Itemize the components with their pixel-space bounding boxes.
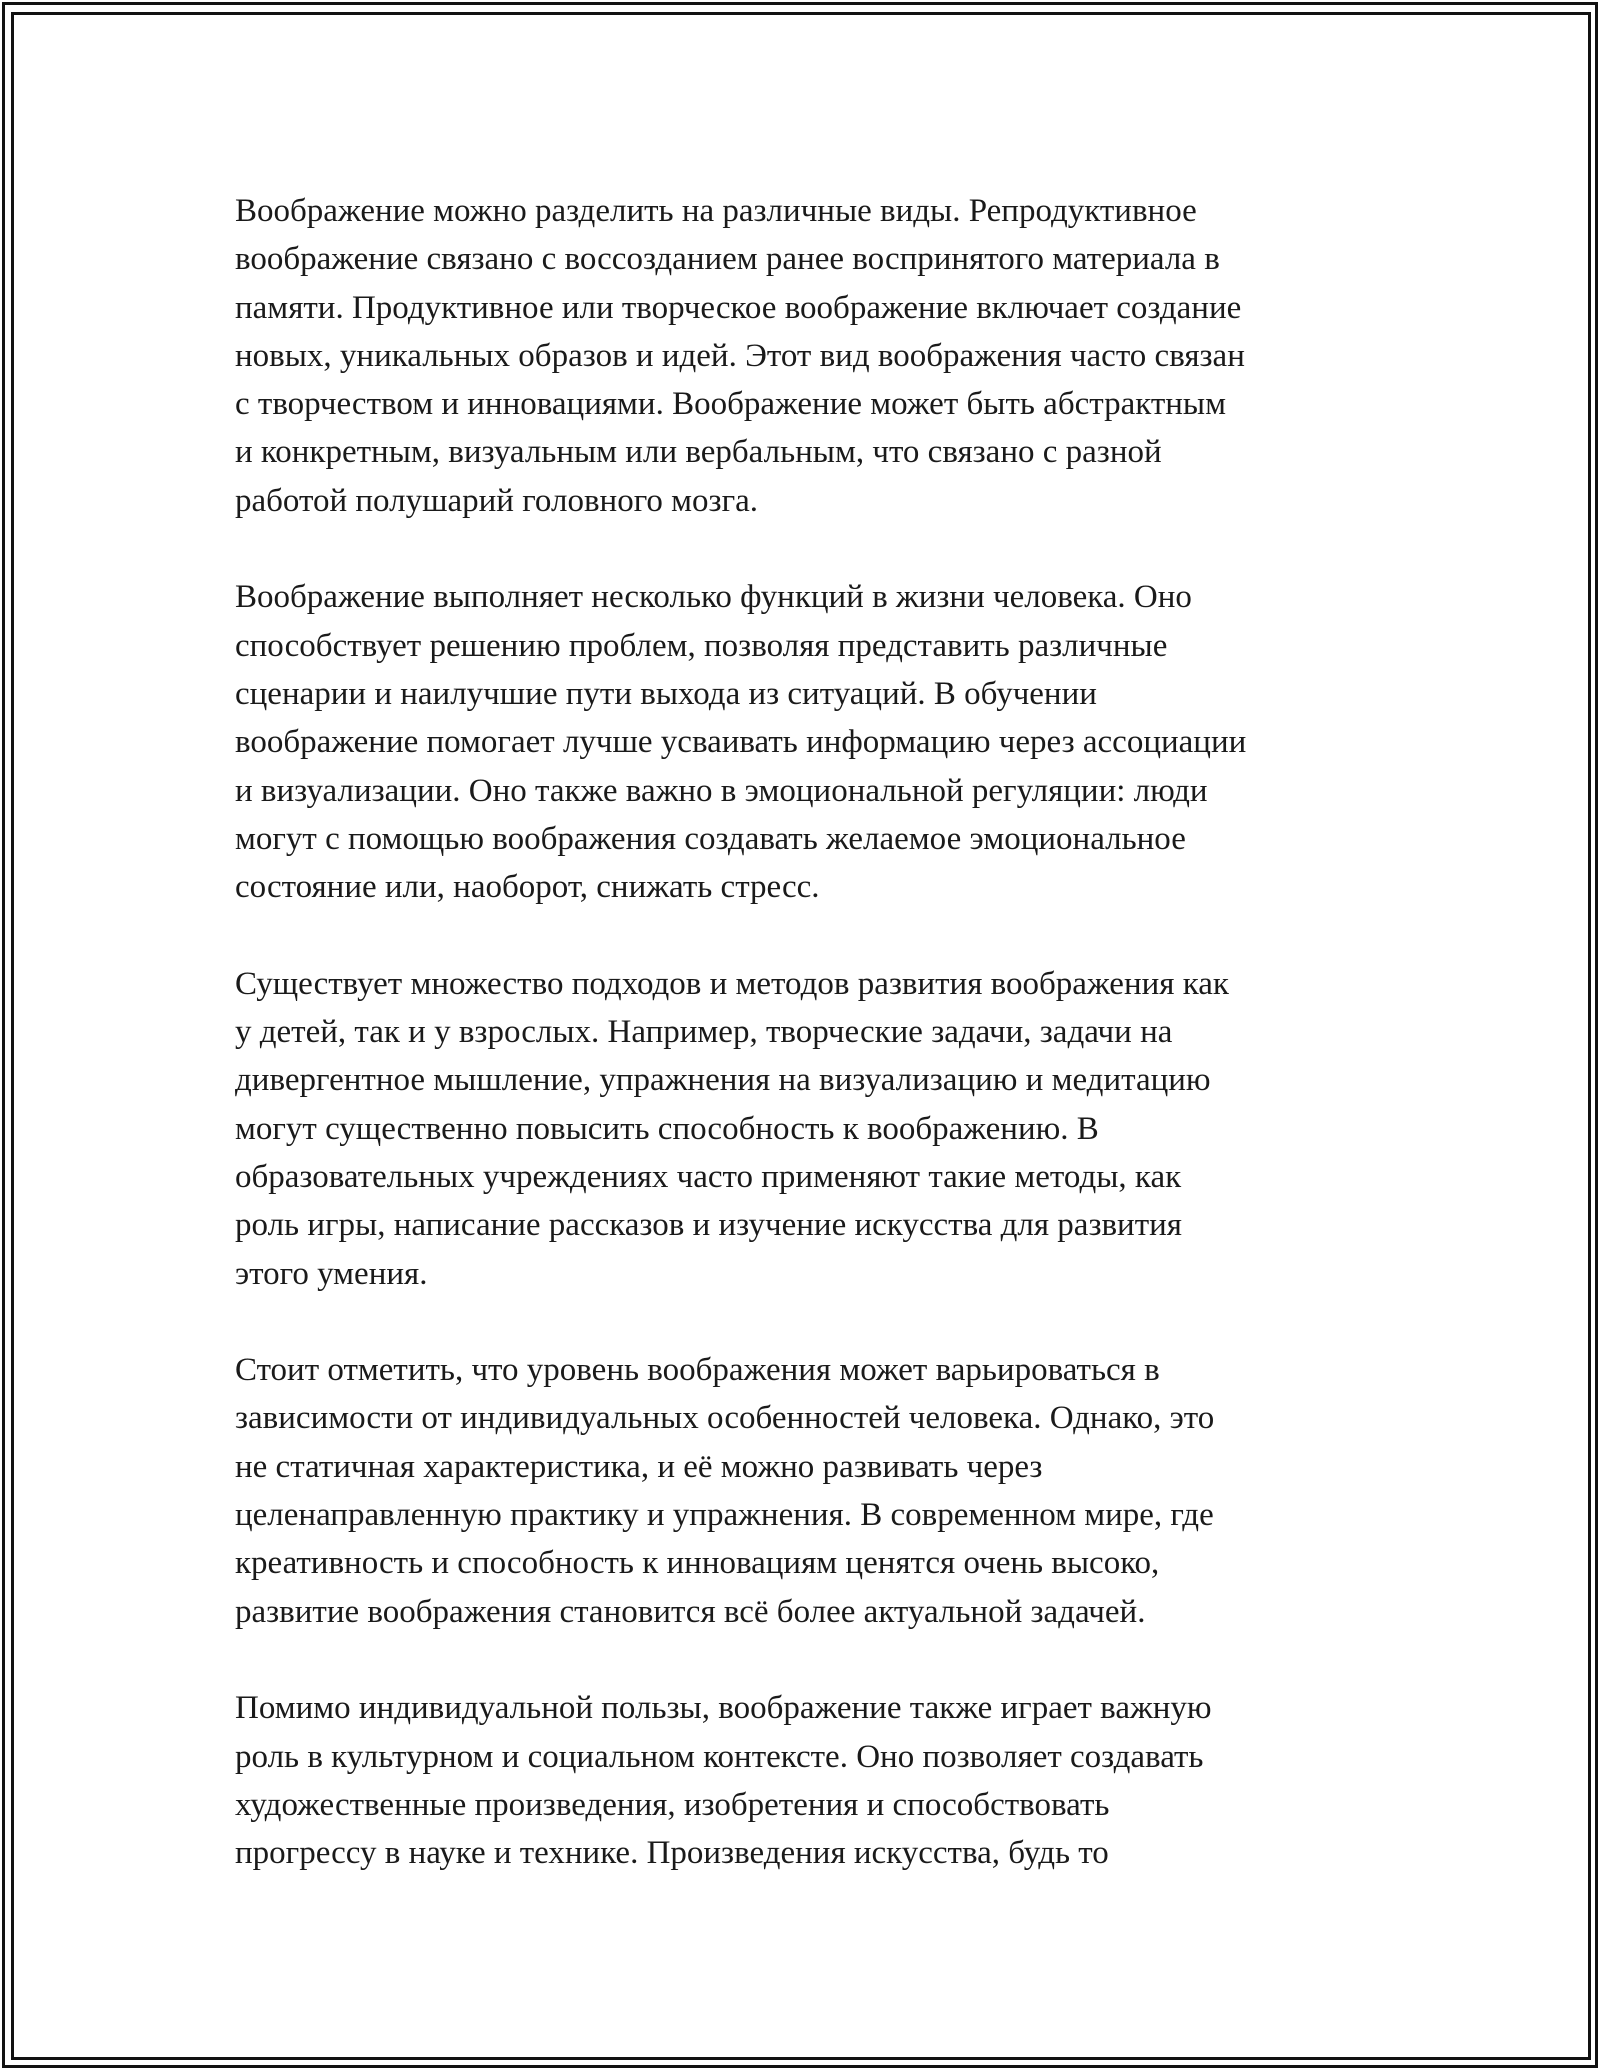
text-line: Существует множество подходов и методов развития воображения как bbox=[235, 965, 1229, 1002]
text-line: могут существенно повысить способность к воображению. В bbox=[235, 1110, 1099, 1147]
text-line: воображение связано с воссозданием ранее воспринятого материала в bbox=[235, 241, 1220, 278]
paragraph bbox=[235, 1346, 1375, 1636]
text-line: зависимости от индивидуальных особенностей человека. Однако, это bbox=[235, 1400, 1215, 1437]
text-line: и конкретным, визуальным или вербальным, что связано с разной bbox=[235, 434, 1162, 471]
text-line: воображение помогает лучше усваивать информацию через ассоциации bbox=[235, 724, 1247, 761]
text-line: памяти. Продуктивное или творческое воображение включает создание bbox=[235, 289, 1242, 326]
text-line: целенаправленную практику и упражнения. В современном мире, где bbox=[235, 1497, 1214, 1534]
text-line: с творчеством и инновациями. Воображение может быть абстрактным bbox=[235, 386, 1226, 423]
text-line: сценарии и наилучшие пути выхода из ситуаций. В обучении bbox=[235, 675, 1097, 712]
paragraph bbox=[235, 573, 1375, 911]
text-line: креативность и способность к инновациям ценятся очень высоко, bbox=[235, 1545, 1160, 1582]
text-line: Помимо индивидуальной пользы, воображение также играет важную bbox=[235, 1690, 1212, 1727]
text-line: и визуализации. Оно также важно в эмоциональной регуляции: люди bbox=[235, 772, 1208, 809]
text-line: Воображение выполняет несколько функций в жизни человека. Оно bbox=[235, 579, 1192, 616]
text-line: роль в культурном и социальном контексте. Оно позволяет создавать bbox=[235, 1738, 1204, 1775]
text-line: новых, уникальных образов и идей. Этот вид воображения часто связан bbox=[235, 337, 1245, 374]
text-line: состояние или, наоборот, снижать стресс. bbox=[235, 869, 820, 906]
text-line: могут с помощью воображения создавать желаемое эмоциональное bbox=[235, 820, 1186, 857]
text-line: образовательных учреждениях часто применяют такие методы, как bbox=[235, 1158, 1182, 1195]
text-line: работой полушарий головного мозга. bbox=[235, 482, 759, 519]
text-line: Стоит отметить, что уровень воображения может варьироваться в bbox=[235, 1352, 1160, 1389]
text-line: способствует решению проблем, позволяя представить различные bbox=[235, 627, 1168, 664]
text-line: прогрессу в науке и технике. Произведения искусства, будь то bbox=[235, 1835, 1109, 1872]
text-line: художественные произведения, изобретения и способствовать bbox=[235, 1786, 1110, 1823]
text-line: развитие воображения становится всё более актуальной задачей. bbox=[235, 1593, 1146, 1630]
text-line: не статичная характеристика, и её можно развивать через bbox=[235, 1448, 1043, 1485]
paragraph bbox=[235, 187, 1375, 525]
paragraph bbox=[235, 960, 1375, 1298]
text-line: у детей, так и у взрослых. Например, творческие задачи, задачи на bbox=[235, 1014, 1173, 1051]
text-line: этого умения. bbox=[235, 1255, 428, 1292]
paragraph bbox=[235, 1684, 1375, 1877]
text-line: дивергентное мышление, упражнения на визуализацию и медитацию bbox=[235, 1062, 1211, 1099]
text-line: роль игры, написание рассказов и изучение искусства для развития bbox=[235, 1207, 1182, 1244]
text-line: Воображение можно разделить на различные виды. Репродуктивное bbox=[235, 193, 1197, 229]
document-body bbox=[235, 187, 1375, 1926]
